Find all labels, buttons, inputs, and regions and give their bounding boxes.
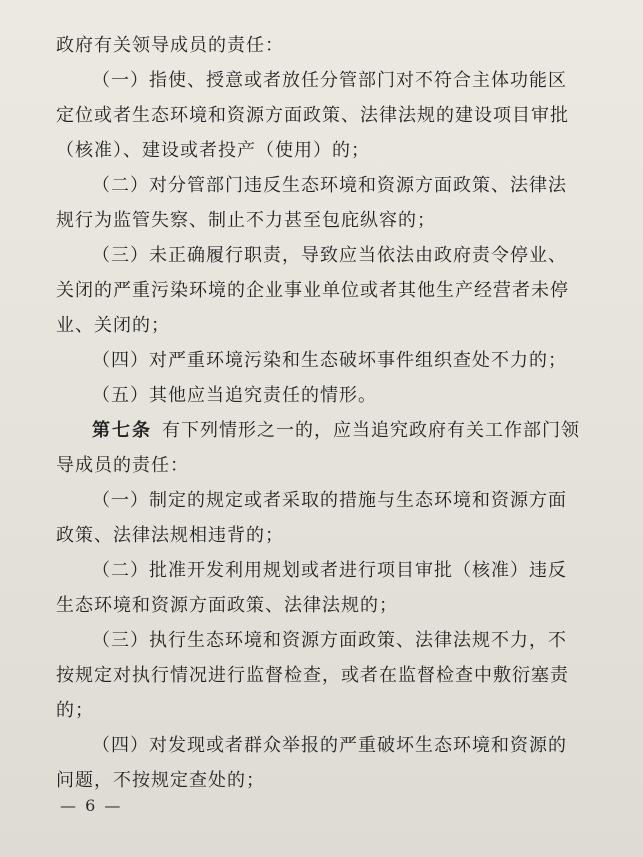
page-number: — 6 — (60, 796, 123, 815)
clause-item-5: （五）其他应当追究责任的情形。 (92, 385, 377, 406)
document-body (56, 28, 584, 798)
article-title: 第七条 (92, 420, 152, 441)
article-item-3: （三）执行生态环境和资源方面政策、法律法规不力，不按规定对执行情况进行监督检查，或者在监督检查中敷衍塞责的； (56, 630, 569, 721)
article-item-1: （一）制定的规定或者采取的措施与生态环境和资源方面政策、法律法规相违背的； (56, 490, 567, 546)
clause-item-1: （一）指使、授意或者放任分管部门对不符合主体功能区定位或者生态环境和资源方面政策、法律法规的建设项目审批（核准）、建设或者投产（使用）的； (56, 70, 569, 161)
article-text: 有下列情形之一的，应当追究政府有关工作部门领导成员的责任： (56, 420, 580, 476)
article-item-2: （二）批准开发利用规划或者进行项目审批（核准）违反生态环境和资源方面政策、法律法规的； (56, 560, 567, 616)
article-seven (56, 413, 584, 483)
leading-text: 政府有关领导成员的责任： (56, 35, 284, 56)
article-item-4: （四）对发现或者群众举报的严重破坏生态环境和资源的问题，不按规定查处的； (56, 735, 567, 791)
clause-item-3: （三）未正确履行职责，导致应当依法由政府责令停业、关闭的严重污染环境的企业事业单位或者其他生产经营者未停业、关闭的； (56, 245, 569, 336)
clause-item-4: （四）对严重环境污染和生态破坏事件组织查处不力的； (92, 350, 567, 371)
clause-item-2: （二）对分管部门违反生态环境和资源方面政策、法律法规行为监管失察、制止不力甚至包庇纵容的； (56, 175, 567, 231)
